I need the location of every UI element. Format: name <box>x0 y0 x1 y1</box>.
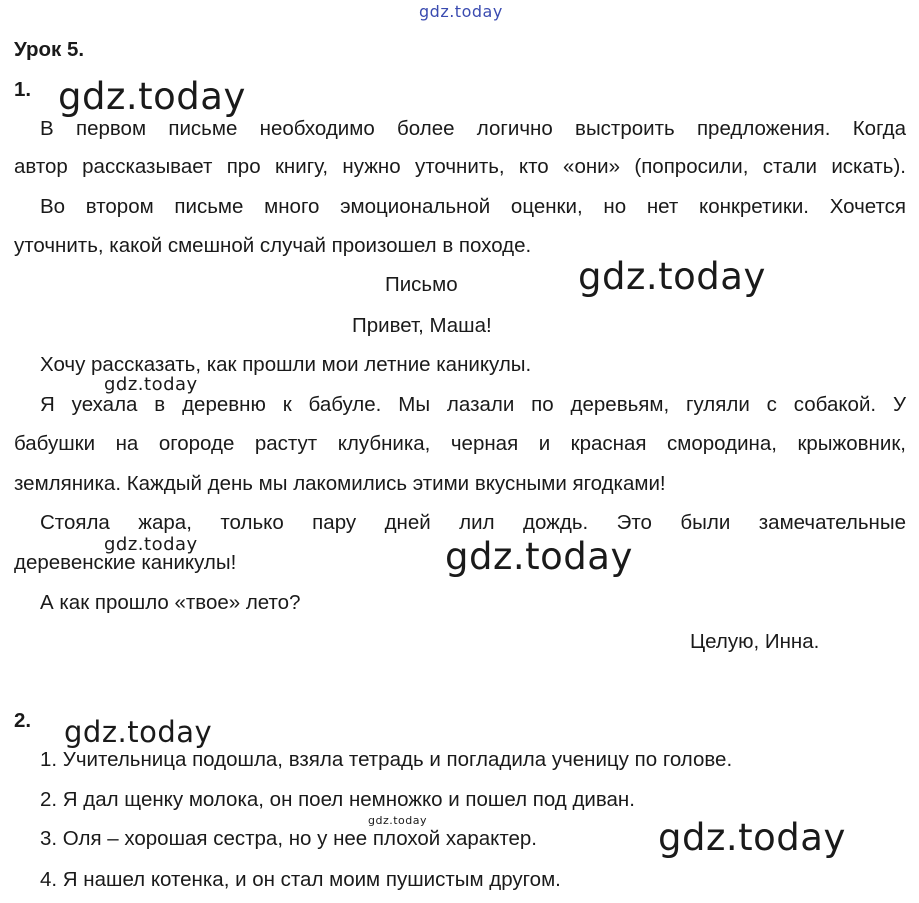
watermark-4: gdz.today <box>104 534 198 555</box>
watermark-2: gdz.today <box>578 255 766 298</box>
task-1-paragraph-1-line-1: В первом письме необходимо более логично выстроить предложения. Когда <box>40 117 906 140</box>
watermark-7: gdz.today <box>368 814 428 827</box>
letter-line-4: земляника. Каждый день мы лакомились этими вкусными ягодками! <box>14 472 666 495</box>
watermark-6: gdz.today <box>64 715 213 749</box>
letter-line-2: Я уехала в деревню к бабуле. Мы лазали по деревьям, гуляли с собакой. У <box>40 393 906 416</box>
task-2-item-4: 4. Я нашел котенка, и он стал моим пушистым другом. <box>40 868 561 891</box>
letter-line-6: деревенские каникулы! <box>14 551 237 574</box>
letter-line-7: А как прошло «твое» лето? <box>40 591 301 614</box>
letter-line-1: Хочу рассказать, как прошли мои летние каникулы. <box>40 353 532 376</box>
watermark-top: gdz.today <box>419 2 503 21</box>
watermark-1: gdz.today <box>58 75 246 118</box>
letter-greeting: Привет, Маша! <box>352 314 492 337</box>
task-2-item-2: 2. Я дал щенку молока, он поел немножко и пошел под диван. <box>40 788 635 811</box>
letter-line-3: бабушки на огороде растут клубника, черная и красная смородина, крыжовник, <box>14 432 906 455</box>
letter-heading: Письмо <box>385 273 458 296</box>
lesson-title: Урок 5. <box>14 38 85 61</box>
task-2-item-1: 1. Учительница подошла, взяла тетрадь и погладила ученицу по голове. <box>40 748 733 771</box>
watermark-5: gdz.today <box>445 535 633 578</box>
task-2-item-3: 3. Оля – хорошая сестра, но у нее плохой характер. <box>40 827 538 850</box>
task-1-paragraph-2-line-1: Во втором письме много эмоциональной оценки, но нет конкретики. Хочется <box>40 195 906 218</box>
task-2-number: 2. <box>14 709 32 732</box>
watermark-3: gdz.today <box>104 374 198 395</box>
letter-line-5: Стояла жара, только пару дней лил дождь. Это были замечательные <box>40 511 906 534</box>
letter-signature: Целую, Инна. <box>690 630 820 653</box>
watermark-8: gdz.today <box>658 816 846 859</box>
task-1-paragraph-2-line-2: уточнить, какой смешной случай произошел в походе. <box>14 234 532 257</box>
task-1-paragraph-1-line-2: автор рассказывает про книгу, нужно уточнить, кто «они» (попросили, стали искать). <box>14 155 906 178</box>
task-1-number: 1. <box>14 78 32 101</box>
